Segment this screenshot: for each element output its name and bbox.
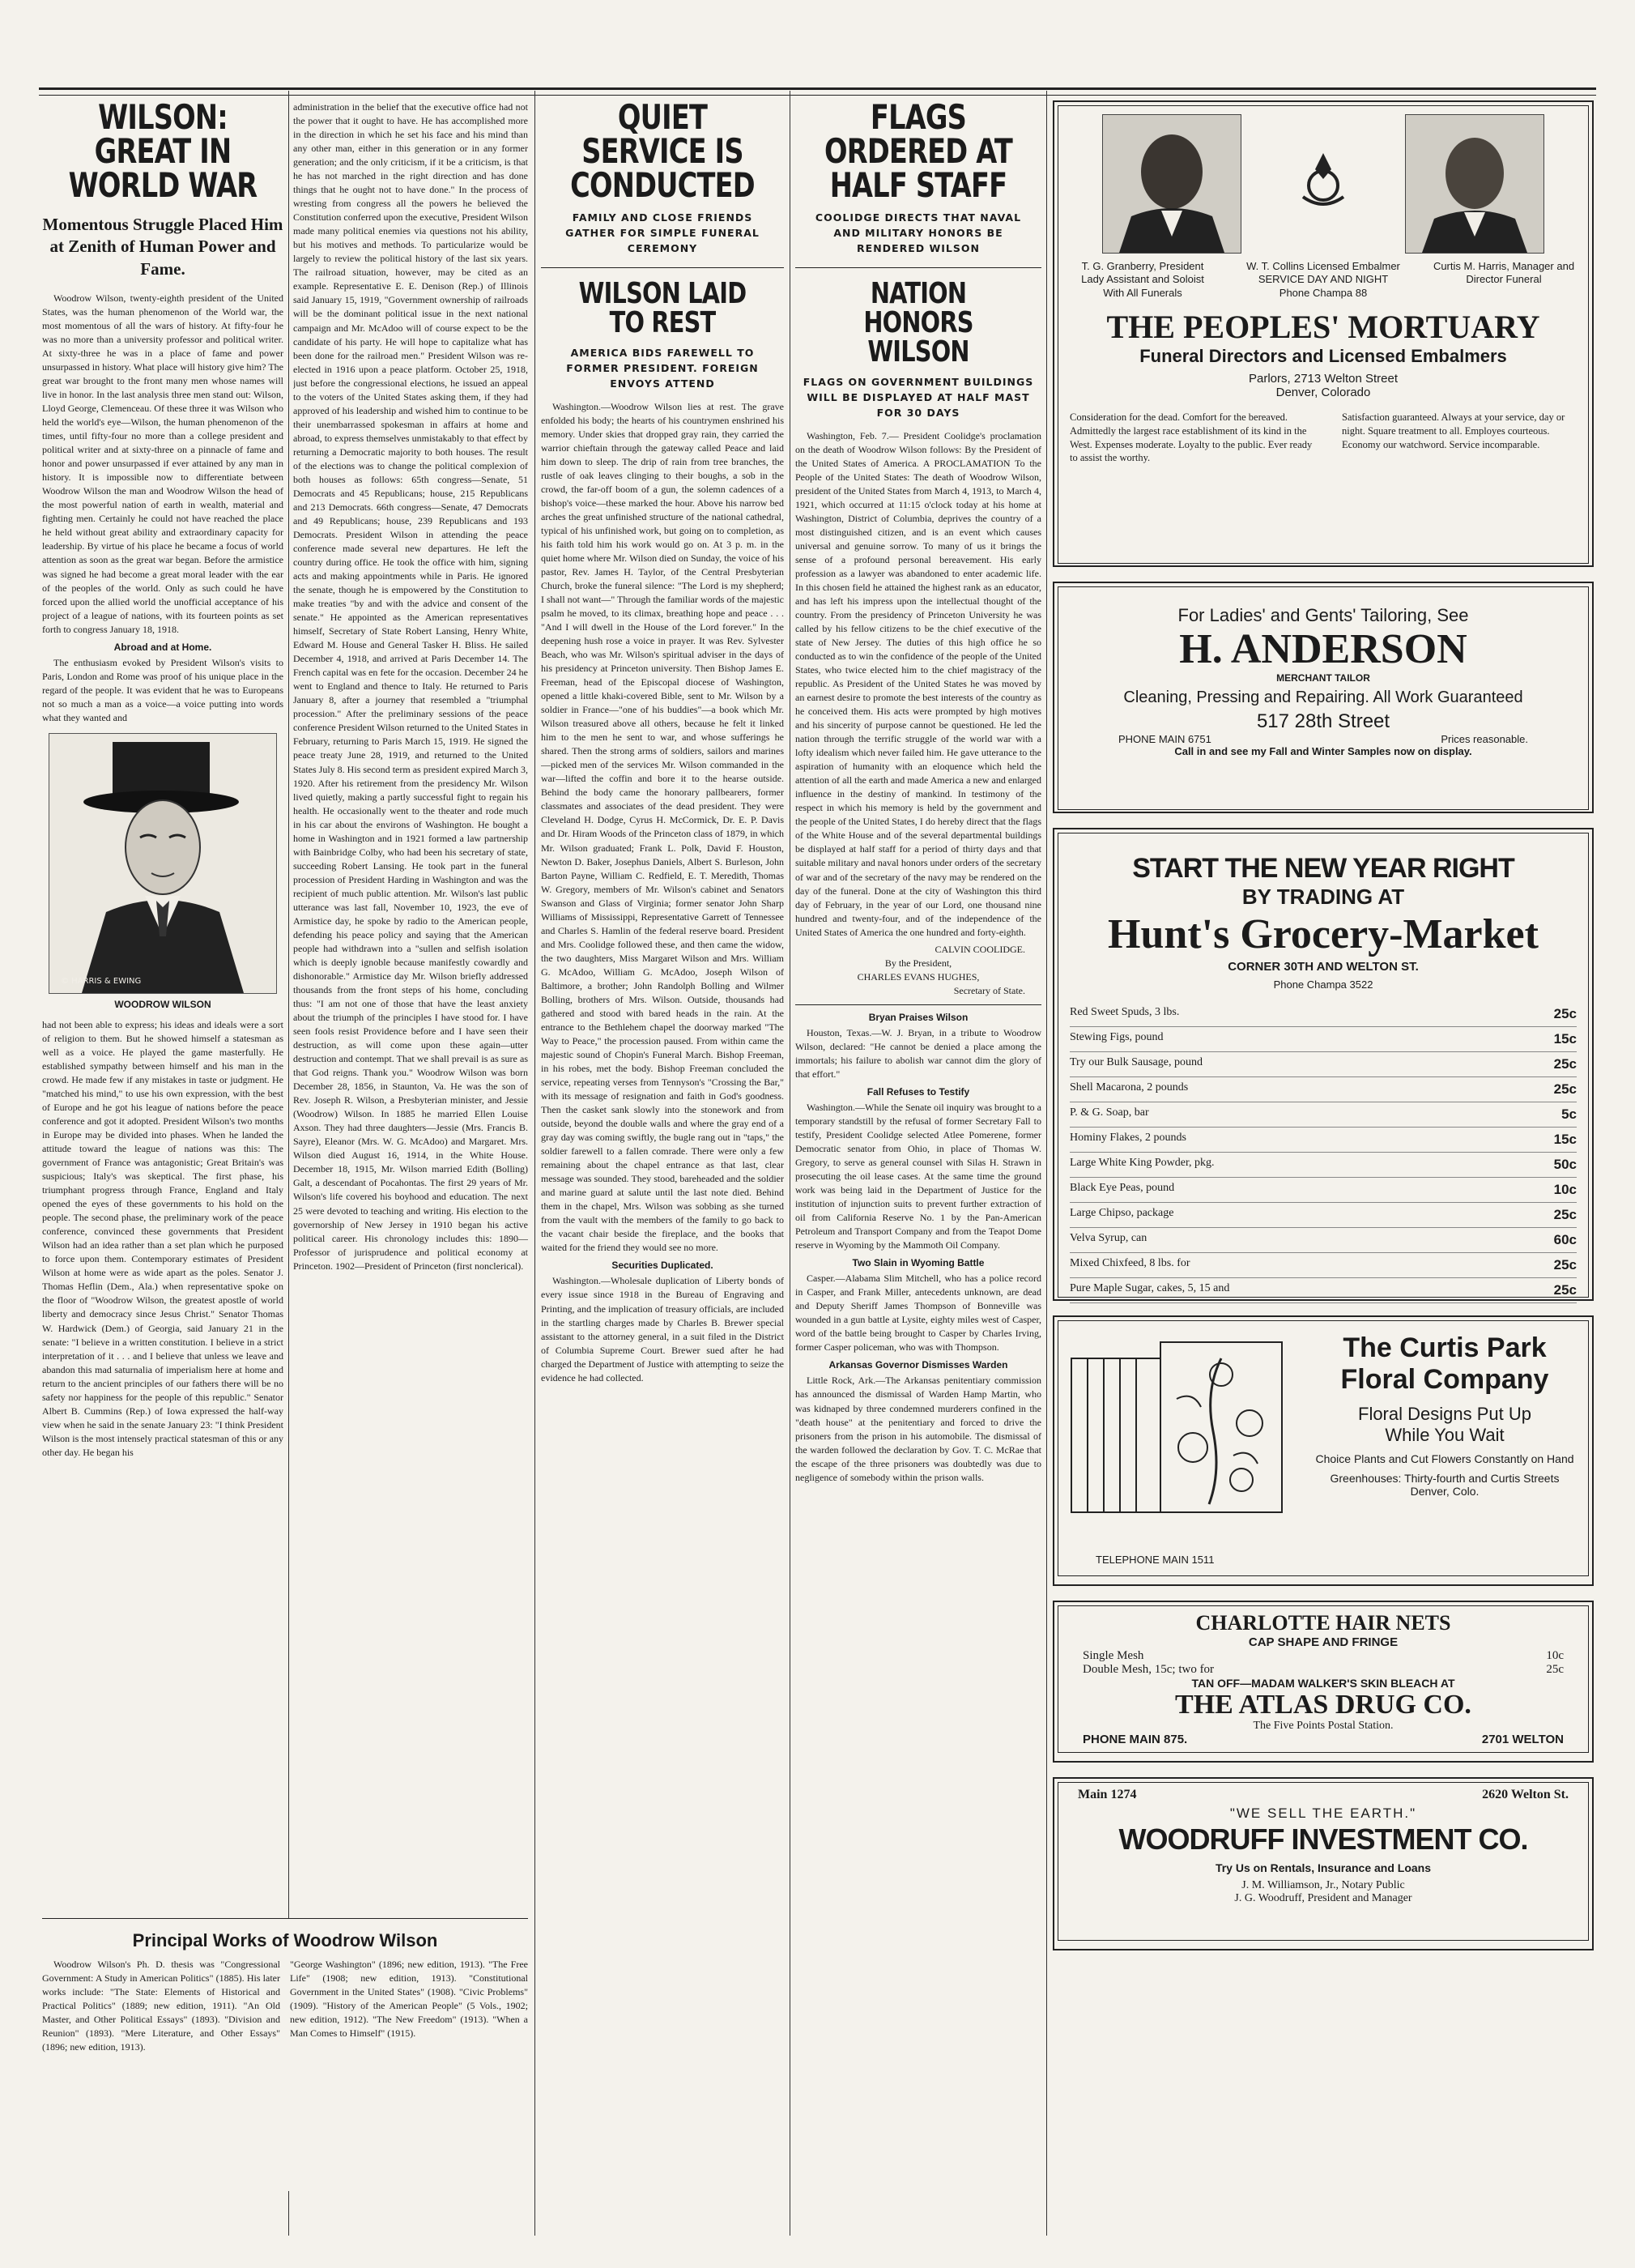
article-body: Washington.—While the Senate oil inquiry was brought to a temporary standstill by the refusal of former Secretary Fall to testify, President Coolidge selected Atlee Pomerene, former Democratic senator from Ohio, in place of Thomas W. Gregory, to serve as general counsel with Silas H. Strawn in prosecuting the oil lease cases. At the same time the ground work was being laid in the Department of Justice for the institution of injunction suits to prevent further extraction of oil from California Reserve No. 1 by the Pan-American Petroleum and Transport Company and from the Teapot Dome reserve in Wyoming by the Mammoth Oil Company. xyxy=(795,1101,1041,1251)
signature: CHARLES EVANS HUGHES, xyxy=(857,970,980,983)
hunts-price-row xyxy=(1070,1002,1577,1027)
subhead-wyoming: Two Slain in Wyoming Battle xyxy=(852,1257,985,1269)
atlas-item: Single Mesh xyxy=(1083,1649,1144,1662)
subheadline: FAMILY AND CLOSE FRIENDS GATHER FOR SIMPLE FUNERAL CEREMONY xyxy=(565,211,760,254)
anderson-top: For Ladies' and Gents' Tailoring, See xyxy=(1177,605,1469,625)
column-rule xyxy=(1046,91,1047,2236)
article-body: administration in the belief that the executive office had not the power that it ought to have. He has accomplished more in the direction in which he set his face and his mind than any other man, either in this generation or in any former generation; and the only criticism, if it be a criticism, is that he has not marched in the right direction and has done things that he ought not to have done." In the process of wresting from congress all the powers he believed the Constitution conferred upon the executive, President Wilson made many political enemies via questions not his ability, but his motives and methods. To particularize would be largely to review the political history of the last six years. The railroad situation, however, may be cited as an example. Representative E. E. Denison (Rep.) of Illinois said January 15, 1919, "Government ownership of railroads will be the dominant political issue in the next national campaign and Mr. McAdoo will of course expect to be the candidate of his party. He will hope to capitalize what has been done for the railroad men." President Wilson was re-elected in 1916 upon a peace platform. October 25, 1918, just before the congressional elections, he issued an appeal to the voters of the United States asking them, if they had approved of his leadership and wished him to continue to be their unembarrassed spokesman in affairs at home and abroad, to express themselves unmistakably to that effect by returning a Democratic majority to both houses. The result of the elections was to change the political complexion of both houses as follows: 65th congress—Senate, 51 Democrats and 45 Republicans; house, 215 Republicans and 213 Democrats. 66th congress—Senate, 47 Democrats and 49 Republicans; house, 239 Republicans and 193 Democrats. President Wilson in attending the peace conference made several new departures. He left the country during office. He took the office with him, signing acts and making appointments while in Paris. He ignored the senate, though he is empowered by the Constitution to make treaties "by and with the advice and consent of the senate." He appointed as the American representatives himself, Secretary of State Robert Lansing, Henry White, Edward M. House and General Tasker H. Bliss. He sailed December 4, 1918, and arrived at Paris December 14. The French capital was en fete for the occasion. December 24 he went to England and thence to Italy. He returned to Paris January 8, after a journey that resembled a "triumphal procession." After the preliminary sessions of the peace conference President Wilson returned to the United States in February, returning to Paris March 15, 1919. He signed the peace treaty June 28, 1919, and returned to the United States July 8. His second term as president expired March 3, 1920. After his retirement from the presidency Mr. Wilson lived quietly, making a partly successful fight to regain his health. He occasionally went to the theater and rode much in his car about the environs of Washington. He bought a home in Washington and in 1921 formed a law partnership with Bainbridge Colby, who had been his secretary of state, succeeding Robert Lansing. He took part in the funeral procession of President Harding in Washington and was the recipient of much public attention. Mr. Wilson's last public utterance was last fall, November 10, 1923, the eve of Armistice day, he spoke by radio to the American people, defending his peace policy and saying that the American people had withdrawn into a "sullen and selfish isolation which is deeply ignoble because manifestly cowardly and dishonorable." Armistice day Mr. Wilson briefly addressed thousands from the front steps of his home, concluding thus: "I am not one of those that have the least anxiety about the triumph of the principles I have stood for. I have seen fools resist Providence before and I have seen their destruction, as will come upon these again—utter destruction and contempt. That we shall prevail is as sure as that God reigns. Thank you." Woodrow Wilson was born December 28, 1856, in Staunton, Va. He was the son of Rev. Joseph R. Wilson, a Presbyterian minister, and Jessie (Woodrow) Wilson. In 1885 he married Ellen Louise Axson. They had three daughters—Jessie (Mrs. Francis B. Sayre), Eleanor (Mrs. W. G. McAdoo) and Margaret. Mrs. Wilson died August 16, 1914, in the White House. December 18, 1915, Mr. Wilson married Edith (Bolling) Galt, a descendant of Pocahontas. The first 29 years of Mr. Wilson's life covered his boyhood and education. The next 25 were devoted to teaching and writing. His election to the governorship of New Jersey in 1910 began his active political career. His chronology includes this: 1890—Professor of jurisprudence and political economy at Princeton. 1902—President of Princeton (first nonclerical). xyxy=(293,101,528,1272)
floral-name: Floral Company xyxy=(1340,1364,1549,1396)
hunts-price-row xyxy=(1070,1278,1577,1303)
article-body: The enthusiasm evoked by President Wilson's visits to Paris, London and Rome was proof of his unique place in the regard of the people. It was evident that he was to Europeans not so much a man as a voice—a voice putting into words what they wanted and xyxy=(42,656,283,723)
hunts-item-name: Velva Syrup, can xyxy=(1070,1232,1147,1245)
floral-phone: TELEPHONE MAIN 1511 xyxy=(1096,1554,1215,1566)
hunts-line1: START THE NEW YEAR RIGHT xyxy=(1132,853,1514,884)
hunts-item-price: 25c xyxy=(1553,1081,1577,1098)
headline: WILSON: GREAT IN WORLD WAR xyxy=(68,100,258,205)
anderson-phone: PHONE MAIN 6751 xyxy=(1118,733,1211,746)
woodruff-line: J. M. Williamson, Jr., Notary Public xyxy=(1241,1879,1405,1892)
headline: QUIET SERVICE IS CONDUCTED xyxy=(570,100,755,205)
hunts-item-name: Hominy Flakes, 2 pounds xyxy=(1070,1132,1186,1145)
hunts-price-row xyxy=(1070,1178,1577,1203)
divider xyxy=(795,267,1041,268)
hunts-item-price: 15c xyxy=(1553,1132,1577,1148)
hunts-price-row xyxy=(1070,1228,1577,1253)
principal-works-box xyxy=(42,1918,528,2191)
mortuary-address: Parlors, 2713 Welton Street xyxy=(1249,371,1398,386)
article-body: Washington, Feb. 7.— President Coolidge's proclamation on the death of Woodrow Wilson follows: By the President of the United States of America. A PROCLAMATION To the People of the United States: The death of Woodrow Wilson, president of the United States from March 4, 1913, to March 4, 1921, which occurred at 11:15 o'clock today at his home at Washington, District of Columbia, deprives the country of a most distinguished citizen, and is an event which causes universal and genuine sorrow. To many of us it brings the sense of a profound personal bereavement. His early profession as a lawyer was abandoned to enter academic life. In this chosen field he attained the highest rank as an educator, and has left his impress upon the intellectual thought of the country. From the presidency of Princeton University he was called by his fellow citizens to be the chief executive of the state of New Jersey. The duties of this high office he so conducted as to win the confidence of the people of the United States, who twice elected him to the chief magistracy of the republic. As President of the United States he was moved by an earnest desire to promote the best interests of the country as he conceived them. His acts were prompted by high motives and his sincerity of purpose cannot be questioned. He led the nation through the terrific struggle of the world war with a lofty idealism which never failed him. He gave utterance to the aspiration of humanity with an eloquence which held the attention of all the earth and made America a new and enlarged influence in the destiny of mankind. In testimony of the respect in which his memory is held by the government and the people of the United States, I do hereby direct that the flags of the White House and of the several departmental buildings be displayed at half staff for a period of thirty days and that suitable military and naval honors under orders of the secretary of war and of the secretary of the navy may be rendered on the day of the funeral. Done at the city of Washington this third day of February, in the year of our Lord, one thousand nine hundred and twenty-four, and of the independence of the United States of America the one hundred and forty-eighth. xyxy=(795,429,1041,938)
column-rule xyxy=(288,91,289,2236)
mortuary-person-detail: Lady Assistant and Soloist With All Funerals xyxy=(1081,273,1204,299)
portrait-drawing xyxy=(49,734,276,993)
woodruff-address: 2620 Welton St. xyxy=(1482,1788,1569,1801)
mortuary-list: Satisfaction guaranteed. Always at your service, day or night. Square treatment to all. Employes courteous. Economy our watchword. Service incomparable. xyxy=(1342,411,1565,450)
hunts-item-price: 25c xyxy=(1553,1282,1577,1298)
photo-harris xyxy=(1405,114,1544,254)
signature-block xyxy=(795,943,1041,998)
subheadline: AMERICA BIDS FAREWELL TO FORMER PRESIDENT. FOREIGN ENVOYS ATTEND xyxy=(566,347,759,390)
masthead-rule xyxy=(39,87,1596,96)
hunts-price-row xyxy=(1070,1102,1577,1128)
subhead-bryan: Bryan Praises Wilson xyxy=(868,1011,969,1023)
signature: Secretary of State. xyxy=(953,984,1025,996)
headline-nation-honors: NATION HONORS WILSON xyxy=(863,277,973,369)
floral-line: While You Wait xyxy=(1385,1425,1505,1446)
headline: FLAGS ORDERED AT HALF STAFF xyxy=(824,100,1012,205)
article-body: Little Rock, Ark.—The Arkansas penitentiary commission has announced the dismissal of Warden Hamp Martin, who was kidnaped by three condemned murderers confined in the "death house" at the penitentiary and forced to drive the prisoners from the prison in his automobile. The dismissal of the warden followed the declaration by Gov. T. C. McRae that the escape of the three prisoners was doubtedly was due to negligence of somebody within the prison walls. xyxy=(795,1375,1041,1483)
hunts-item-price: 25c xyxy=(1553,1056,1577,1072)
hunts-item-name: Large Chipso, package xyxy=(1070,1207,1174,1220)
subhead-arkansas: Arkansas Governor Dismisses Warden xyxy=(828,1359,1008,1371)
atlas-item: Double Mesh, 15c; two for xyxy=(1083,1663,1215,1676)
floral-line: Floral Designs Put Up xyxy=(1358,1404,1531,1425)
works-left: Woodrow Wilson's Ph. D. thesis was "Congressional Government: A Study in American Politics" (1885). His later works include: "The State: Elements of Historical and Practical Politics" (1889; new edition, 1911). "An Old Master, and Other Political Essays" (1893). "Division and Reunion" (1893). "Mere Literature, and Other Essays" (1896; new edition, 1913). xyxy=(42,1959,280,2053)
hunts-item-price: 25c xyxy=(1553,1257,1577,1273)
hunts-price-row xyxy=(1070,1077,1577,1102)
mortuary-person-detail: SERVICE DAY AND NIGHT Phone Champa 88 xyxy=(1258,273,1389,299)
hunts-item-price: 50c xyxy=(1553,1157,1577,1173)
ad-peoples-mortuary xyxy=(1053,100,1594,567)
hunts-address: CORNER 30TH AND WELTON ST. xyxy=(1228,960,1419,974)
atlas-name: THE ATLAS DRUG CO. xyxy=(1175,1690,1471,1720)
hunts-price-row xyxy=(1070,1203,1577,1228)
hunts-phone: Phone Champa 3522 xyxy=(1273,978,1373,991)
subhead-securities: Securities Duplicated. xyxy=(611,1260,713,1272)
hunts-price-list xyxy=(1070,1002,1577,1303)
floral-line: Greenhouses: Thirty-fourth and Curtis Streets xyxy=(1330,1472,1560,1486)
hunts-item-price: 25c xyxy=(1553,1207,1577,1223)
atlas-phone: PHONE MAIN 875. xyxy=(1083,1733,1188,1747)
hunts-item-name: Stewing Figs, pound xyxy=(1070,1031,1164,1044)
subheadline: FLAGS ON GOVERNMENT BUILDINGS WILL BE DISPLAYED AT HALF MAST FOR 30 DAYS xyxy=(803,376,1034,419)
works-title: Principal Works of Woodrow Wilson xyxy=(132,1930,438,1950)
article-quiet-service xyxy=(541,100,784,2236)
hunts-price-row xyxy=(1070,1052,1577,1077)
divider xyxy=(795,1004,1041,1005)
signature: CALVIN COOLIDGE. xyxy=(935,943,1025,955)
works-right: "George Washington" (1896; new edition, 1913). "The Free Life" (1908; new edition, 1913). "Constitutional Government in the United States" (1908). "Civic Problems" (1909). "History of the American People" (5 Vols., 1902; new edition, 1912). "The New Freedom" (1913). "When a Man Comes to Himself" (1915). xyxy=(290,1959,528,2040)
hunts-item-price: 10c xyxy=(1553,1182,1577,1198)
hunts-name: Hunt's Grocery-Market xyxy=(1108,911,1539,957)
article-body: Houston, Texas.—W. J. Bryan, in a tribute to Woodrow Wilson, declared: "He cannot be denied a place among the immortals; his failure to abolish war cannot dim the glory of that effort." xyxy=(795,1026,1041,1080)
anderson-title: MERCHANT TAILOR xyxy=(1276,672,1370,684)
mortuary-person: W. T. Collins Licensed Embalmer xyxy=(1246,260,1400,272)
hunts-item-price: 5c xyxy=(1561,1106,1577,1123)
hunts-item-name: Try our Bulk Sausage, pound xyxy=(1070,1056,1203,1069)
mortuary-person: T. G. Granberry, President xyxy=(1081,260,1204,272)
anderson-address: 517 28th Street xyxy=(1256,710,1390,733)
subheadline: COOLIDGE DIRECTS THAT NAVAL AND MILITARY HONORS BE RENDERED WILSON xyxy=(815,211,1022,254)
anderson-bottom: Call in and see my Fall and Winter Samples now on display. xyxy=(1174,745,1472,758)
floral-line: Choice Plants and Cut Flowers Constantly on Hand xyxy=(1315,1452,1574,1466)
article-body: Woodrow Wilson, twenty-eighth president of the United States, was the human phenomenon of the World war, the most momentous of all the wars of history. At fifty-four he was no more than a university professor and political writer. At sixty-three he was in a place of fame and power unsurpassed in history. What place will history give him? The great war brought to the front many men whose names will live in honor. In the last analysis three men stand out: Wilson, Lloyd George, Clemenceau. Of these three it was Wilson who held the world's eye—Wilson, the human phenomenon of the times, until fifty-four no more than a college president and political writer and at sixty-three on a pinnacle of fame and honor and power unsurpassed if ever attained by any man in history. It is impossible now to differentiate between Woodrow Wilson the man and Woodrow Wilson the head of the most powerful nation of earth in wealth, material and fighting men. Certainly he could not have reached the place he held without great ability and extraordinary capacity for leadership. By virtue of his place he became a focus of world attention as soon as the great war began. Before the armistice was signed he had become a great moral leader with the ear of the peoples of the world. Only as such could he have forced upon the allied world the unofficial acceptance of his project of a league of nations, with its fourteen points as set forth to congress January 18, 1918. xyxy=(42,292,283,635)
anderson-services: Cleaning, Pressing and Repairing. All Work Guaranteed xyxy=(1123,688,1523,707)
emblem-icon xyxy=(1287,147,1360,211)
atlas-title: CHARLOTTE HAIR NETS xyxy=(1195,1611,1451,1635)
article-body: Washington.—Woodrow Wilson lies at rest. The grave enfolded his body; the hearts of his countrymen enshrined his memory. Under skies that dropped gray rain, they carried the warrior chieftain through the gateway called Peace and laid him down to sleep. The drip of rain from tree branches, the rustle of oak leaves clinging to their boughs, a sob in the crowd, the far-off boom of a gun, the solemn cadences of a bishop's voice—these marked the hour. Above his narrow bed arches the great unfinished structure of the national cathedral, typical of his unfinished work, but going on to completion, as his faith told him his work would go on. At 3 p. m. in the quiet home where Mr. Wilson died on Sunday, the voice of his pastor, Rev. James H. Taylor, of the Central Presbyterian Church, broke the funeral silence: "The Lord is my shepherd; I shall not want—" Through the familiar words of the majestic psalm he moved, to its climax, breathing hope and peace . . . "And I will dwell in the House of the Lord forever." In the deepening hush rose a voice in prayer. It was Rev. Sylvester Beach, who was Mr. Wilson's spiritual adviser in the days of his presidency at Princeton university. Then Bishop James E. Freeman, head of the Episcopal diocese of Washington, opened a little khaki-covered Bible, sent to Mr. Wilson by a soldier in France—"one of his buddies"—a book which Mr. Wilson treasured above all others, because he felt it linked him to the men he sent to war, and whose sufferings he shared. Then the strong arms of soldiers, sailors and marines—picked men of the services Mr. Wilson commanded in the war—lifted the coffin and bore it to the hearse outside. Behind the body came the honorary pallbearers, former classmates and associates of the dead president. They were Cleveland H. Dodge, Cyrus H. McCormick, Dr. E. P. Davis and Dr. Hiram Woods of the Princeton class of 1879, in which Mr. Wilson graduated; Frank L. Polk, David F. Houston, Newton D. Baker, Josephus Daniels, Albert S. Burleson, John Barton Payne, William C. Redfield, E. T. Meredith, Thomas W. Gregory, members of Mr. Wilson's cabinet and Senators Swanson and Glass of Virginia; former senator John Sharp Williams of Mississippi, Representative Garrett of Tennessee and Charles S. Hamlin of the federal reserve board. President and Mrs. Coolidge followed these, and then came the widow, the two daughters, Miss Margaret Wilson and Mrs. William G. McAdoo, William G. McAdoo, Joseph Wilson of Baltimore, a brother; John Randolph Bolling and Wilmer Bolling, brothers of Mrs. Wilson. Outside, thousands had gathered and stood with bared heads in the rain. At the entrance to the Bethlehem chapel the doorway marked "The Way to Peace," the procession paused. From within came the majestic sound of Chopin's Funeral March. Bishop Freeman, in his robes, met the body. Bishop Freeman concluded the service, repeating verses from Tennyson's "Crossing the Bar," with its message of resignation and faith in God's goodness. Then the casket sank slowly into the stonework and from outside, beyond the double walls and where the gray end of a gray day was coming swiftly, the bugle rang out in "taps," the soldier farewell to a fallen comrade. There were only a few remaining about the chapel entrance as that last, clear message was sounded. They stood, bareheaded and the soldier and marine guard at salute until the last note died. Behind them in the chapel, Mrs. Wilson was sobbing as she turned from the vault with the members of the family to go back to the vacant chair beside the fireplace, and the books that waited for the friend they would see no more. xyxy=(541,400,784,1254)
atlas-tan: TAN OFF—MADAM WALKER'S SKIN BLEACH AT xyxy=(1191,1677,1455,1690)
woodruff-line: J. G. Woodruff, President and Manager xyxy=(1234,1892,1412,1905)
hunts-line2: BY TRADING AT xyxy=(1241,885,1405,909)
hunts-item-price: 25c xyxy=(1553,1006,1577,1022)
article-deck: Momentous Struggle Placed Him at Zenith of Human Power and Fame. xyxy=(42,215,283,279)
hunts-price-row xyxy=(1070,1153,1577,1178)
anderson-name: H. ANDERSON xyxy=(1179,626,1467,672)
article-body: Casper.—Alabama Slim Mitchell, who has a police record in Casper, and Frank Miller, antecedents unknown, are dead and Deputy Sheriff James Thompson of Bonneville was wounded in a gun battle at Lysite, eighty miles west of Casper, word of the battle being brought to Casper by Charles Irving, former Casper policeman, who was with Thompson. xyxy=(795,1273,1041,1354)
mortuary-tagline: Funeral Directors and Licensed Embalmers xyxy=(1139,345,1507,366)
hunts-item-name: Shell Macarona, 2 pounds xyxy=(1070,1081,1189,1094)
hunts-item-name: Red Sweet Spuds, 3 lbs. xyxy=(1070,1006,1180,1019)
advertisements-column xyxy=(1053,100,1594,2236)
mortuary-list: Consideration for the dead. Comfort for the bereaved. Admittedly the largest race establishment of its kind in the West. Expenses moderate. Loyalty to the public. Ever ready to assist the worthy. xyxy=(1070,411,1313,464)
subhead: Abroad and at Home. xyxy=(113,641,212,653)
floral-line: Denver, Colo. xyxy=(1410,1485,1480,1498)
hunts-item-price: 15c xyxy=(1553,1031,1577,1047)
hunts-price-row xyxy=(1070,1027,1577,1052)
hunts-item-price: 60c xyxy=(1553,1232,1577,1248)
hunts-item-name: Mixed Chixfeed, 8 lbs. for xyxy=(1070,1257,1190,1270)
mortuary-person: Curtis M. Harris, Manager and Director Funeral xyxy=(1433,260,1575,286)
ad-hunts-grocery xyxy=(1053,828,1594,1301)
article-body: had not been able to express; his ideas and ideals were a sort of religion to them. But he showed himself a statesman as well as a voice. He played the game masterfully. He established sympathy between himself and his man in the crowd. He made few if any mistakes in taste or judgment. He "matched his mind," to use his own expression, with the best of Europe and he got his league of nations before the peace conference and got it adopted. President Wilson's two months in Europe may be divided into phases. When he landed the attitude toward the league of nations was this: The government of France was antagonistic; Great Britain's was suspicious; Italy's was skeptical. The first phase, his triumphant progress through France, England and Italy opened the eyes of these governments to his hold on the people. The second phase, the preliminary work of the peace conference, convinced these governments that President Wilson had an idea rather than a set plan which he purposed to force upon them. Contemporary estimates of President Wilson at home were as wide apart as the poles. Senator J. Thomas Heflin (Dem., Ala.) when representative spoke on the floor of "Woodrow Wilson, the greatest apostle of world liberty and democracy since Jesus Christ." Senator Thomas W. Hardwick (Dem.) of Georgia, said January 21 in the senate: "I believe in a written constitution. I believe in a strict interpretation of it . . . and I believe that unless we leave and abandon this mad saturnalia of imperialism here at home and return to the ancient principles of our fathers there will be no safety nor happiness for the people of this republic." Senator Albert B. Cummins (Rep.) of Iowa expressed the half-way view when he said in the senate January 23: "I think President Wilson is the most intensely practical statesman of this or any other day. He began his xyxy=(42,1018,283,1458)
atlas-sub: CAP SHAPE AND FRINGE xyxy=(1248,1635,1399,1649)
ad-curtis-park-floral xyxy=(1053,1315,1594,1586)
divider xyxy=(541,267,784,268)
ad-h-anderson xyxy=(1053,582,1594,813)
article-wilson-continued xyxy=(293,100,528,1814)
floral-name: The Curtis Park xyxy=(1343,1332,1547,1363)
photo-granberry xyxy=(1102,114,1241,254)
woodruff-phone: Main 1274 xyxy=(1078,1788,1137,1801)
hunts-item-name: P. & G. Soap, bar xyxy=(1070,1106,1149,1119)
article-flags-half-staff xyxy=(795,100,1041,2236)
hunts-item-name: Large White King Powder, pkg. xyxy=(1070,1157,1215,1170)
hunts-price-row xyxy=(1070,1253,1577,1278)
woodruff-name: WOODRUFF INVESTMENT CO. xyxy=(1118,1823,1528,1856)
atlas-price: 10c xyxy=(1546,1649,1564,1662)
anderson-prices: Prices reasonable. xyxy=(1441,733,1528,746)
hunts-price-row xyxy=(1070,1128,1577,1153)
mortuary-name: THE PEOPLES' MORTUARY xyxy=(1106,308,1540,345)
headline-laid-to-rest: WILSON LAID TO REST xyxy=(578,277,747,340)
woodruff-slogan: "WE SELL THE EARTH." xyxy=(1229,1805,1417,1821)
column-rule xyxy=(534,91,535,2236)
wilson-portrait xyxy=(49,733,277,994)
ad-atlas-drug xyxy=(1053,1601,1594,1763)
atlas-postal: The Five Points Postal Station. xyxy=(1253,1720,1394,1733)
mortuary-address: Denver, Colorado xyxy=(1275,385,1371,399)
atlas-address: 2701 WELTON xyxy=(1481,1733,1564,1747)
subhead-fall: Fall Refuses to Testify xyxy=(866,1085,970,1098)
hunts-item-name: Black Eye Peas, pound xyxy=(1070,1182,1175,1195)
floral-illustration xyxy=(1063,1326,1306,1571)
atlas-price: 25c xyxy=(1546,1663,1564,1676)
photo-credit: © HARRIS & EWING xyxy=(61,976,142,986)
ad-woodruff-investment xyxy=(1053,1777,1594,1950)
article-body: Washington.—Wholesale duplication of Liberty bonds of every issue since 1918 in the Bureau of Engraving and Printing, and the implication of treasury officials, are included in the startling charges made by Charles B. Brewer special assistant to the attorney general, in a suit filed in the District of Columbia Supreme Court. Brewer sued after he had charged the Department of Justice with attempting to seize the evidence he had collected. xyxy=(541,1275,784,1383)
woodruff-line: Try Us on Rentals, Insurance and Loans xyxy=(1215,1861,1432,1875)
portrait-caption: WOODROW WILSON xyxy=(114,998,211,1010)
hunts-item-name: Pure Maple Sugar, cakes, 5, 15 and xyxy=(1070,1282,1230,1295)
signature: By the President, xyxy=(884,957,952,969)
article-wilson-great xyxy=(42,100,283,2236)
